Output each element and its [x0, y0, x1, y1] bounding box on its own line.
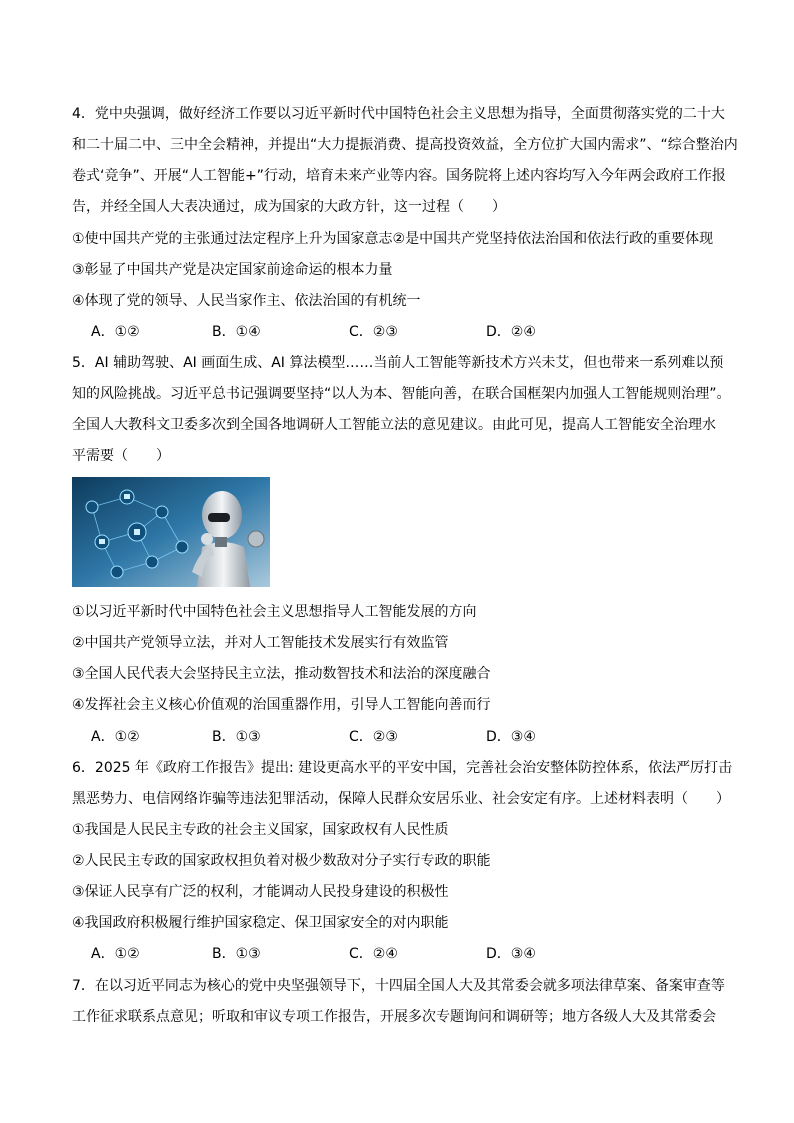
question-6-statement-3: ③保证人民享有广泛的权利，才能调动人民投身建设的积极性 — [72, 884, 449, 900]
question-5-line-3: 全国人大教科文卫委多次到全国各地调研人工智能立法的意见建议。由此可见，提高人工智能安全治理水 — [72, 417, 716, 433]
option-c[interactable]: C．②③ — [349, 324, 398, 340]
question-6-line-2: 黑恶势力、电信网络诈骗等违法犯罪活动，保障人民群众安居乐业、社会安定有序。上述材料表明（ ） — [72, 791, 730, 807]
option-a[interactable]: A．①② — [91, 324, 140, 340]
option-d[interactable]: D．③④ — [486, 946, 536, 962]
option-b[interactable]: B．①④ — [212, 324, 261, 340]
option-d[interactable]: D．③④ — [486, 729, 536, 745]
question-4-line-2: 和二十届二中、三中全会精神，并提出“大力提振消费、提高投资效益，全方位扩大国内需求”、“综合整治内 — [72, 137, 738, 153]
question-4-line-4: 告，并经全国人大表决通过，成为国家的大政方针，这一过程（ ） — [72, 199, 506, 215]
question-4-statement-2: ③彰显了中国共产党是决定国家前途命运的根本力量 — [72, 262, 393, 278]
ai-robot-image — [72, 477, 270, 587]
question-6-statement-1: ①我国是人民民主专政的社会主义国家，国家政权有人民性质 — [72, 822, 449, 838]
question-5-line-1: 5．AI 辅助驾驶、AI 画面生成、AI 算法模型……当前人工智能等新技术方兴未艾，但也带来一系列难以预 — [72, 355, 724, 371]
question-6-statement-4: ④我国政府积极履行维护国家稳定、保卫国家安全的对内职能 — [72, 915, 449, 931]
question-5-line-2: 知的风险挑战。习近平总书记强调要坚持“以人为本、智能向善，在联合国框架内加强人工智能规则治理”。 — [72, 386, 731, 402]
question-7-line-2: 工作征求联系点意见；听取和审议专项工作报告，开展多次专题询问和调研等；地方各级人大及其常委会 — [72, 1009, 716, 1025]
robot-illustration — [72, 477, 270, 587]
question-5-statement-2: ②中国共产党领导立法，并对人工智能技术发展实行有效监管 — [72, 635, 449, 651]
question-5-line-4: 平需要（ ） — [72, 448, 170, 464]
question-6-line-1: 6．2025 年《政府工作报告》提出: 建设更高水平的平安中国，完善社会治安整体防控体系，依法严厉打击 — [72, 760, 733, 776]
option-c[interactable]: C．②④ — [349, 946, 398, 962]
option-c[interactable]: C．②③ — [349, 729, 398, 745]
question-5-statement-4: ④发挥社会主义核心价值观的治国重器作用，引导人工智能向善而行 — [72, 697, 491, 713]
question-4-line-1: 4．党中央强调，做好经济工作要以习近平新时代中国特色社会主义思想为指导，全面贯彻落实党的二十大 — [72, 106, 725, 122]
question-4-statement-3: ④体现了党的领导、人民当家作主、依法治国的有机统一 — [72, 293, 421, 309]
option-a[interactable]: A．①② — [91, 946, 140, 962]
question-4-statement-1: ①使中国共产党的主张通过法定程序上升为国家意志②是中国共产党坚持依法治国和依法行政的重要体现 — [72, 231, 714, 247]
option-a[interactable]: A．①② — [91, 729, 140, 745]
option-d[interactable]: D．②④ — [486, 324, 536, 340]
question-5-statement-1: ①以习近平新时代中国特色社会主义思想指导人工智能发展的方向 — [72, 604, 477, 620]
question-7-line-1: 7．在以习近平同志为核心的党中央坚强领导下，十四届全国人大及其常委会就多项法律草案、备案审查等 — [72, 978, 725, 994]
option-b[interactable]: B．①③ — [212, 729, 261, 745]
question-6-statement-2: ②人民民主专政的国家政权担负着对极少数敌对分子实行专政的职能 — [72, 853, 491, 869]
question-5-statement-3: ③全国人民代表大会坚持民主立法，推动数智技术和法治的深度融合 — [72, 666, 491, 682]
option-b[interactable]: B．①③ — [212, 946, 261, 962]
question-4-line-3: 卷式‘竞争”、开展“人工智能+”行动，培育未来产业等内容。国务院将上述内容均写入今年两会政府工作报 — [72, 168, 726, 184]
